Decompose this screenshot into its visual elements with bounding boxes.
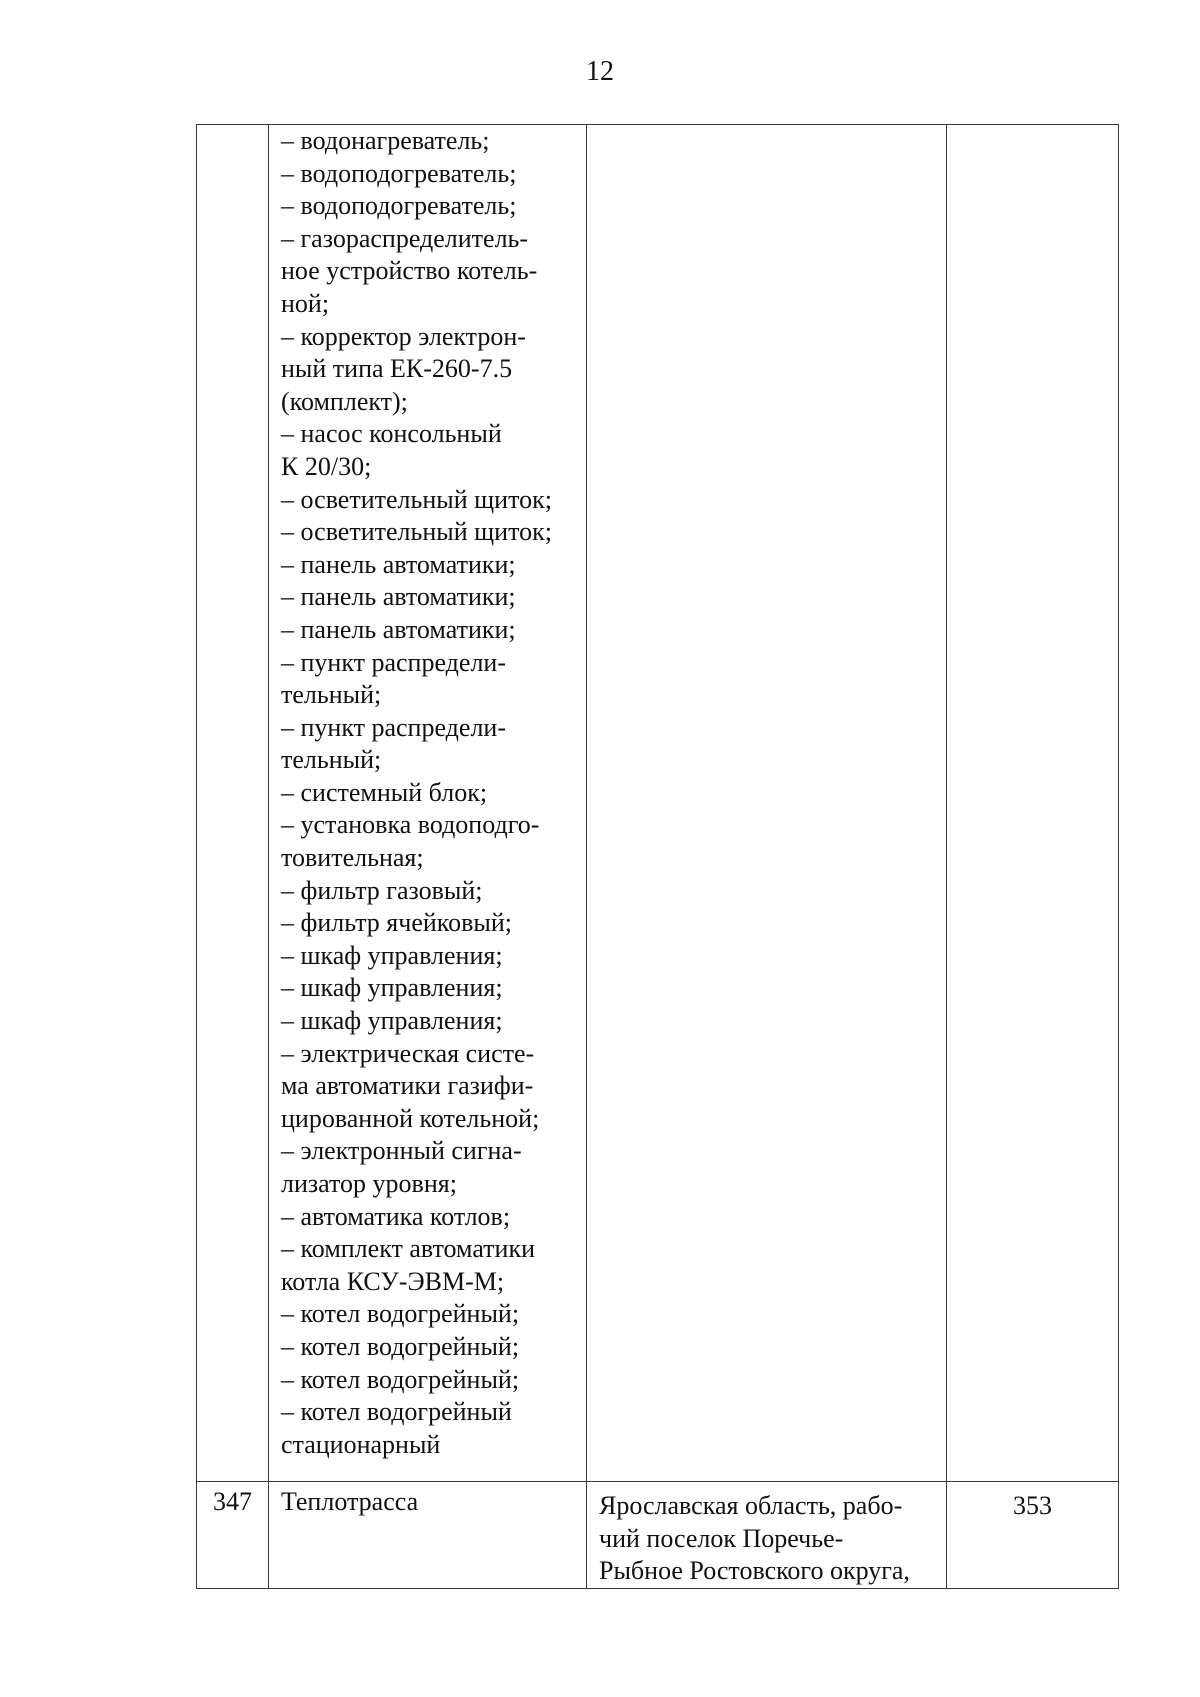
list-item: – электронный сигна- <box>281 1136 522 1166</box>
address-cell <box>587 125 947 1482</box>
value-cell: 353 <box>947 1482 1119 1589</box>
list-item: – котел водогрейный; <box>281 1331 520 1361</box>
list-item: – автоматика котлов; <box>281 1201 511 1231</box>
list-item: – шкаф управления; <box>281 940 503 970</box>
page-number: 12 <box>586 56 614 87</box>
list-item: тельный; <box>281 745 382 775</box>
value-cell <box>947 125 1119 1482</box>
list-item: – электрическая систе- <box>281 1038 535 1068</box>
list-item: – осветительный щиток; <box>281 517 552 547</box>
list-item: – осветительный щиток; <box>281 484 552 514</box>
list-item: – пункт распредели- <box>281 712 506 742</box>
list-item: тельный; <box>281 680 382 710</box>
list-item: К 20/30; <box>281 451 372 481</box>
list-item: ный типа ЕК-260-7.5 <box>281 354 513 384</box>
list-item: – панель автоматики; <box>281 582 516 612</box>
table-row <box>197 125 1119 1482</box>
list-item: товительная; <box>281 843 424 873</box>
list-item: – системный блок; <box>281 777 488 807</box>
object-name-cell: Теплотрасса <box>269 1482 587 1589</box>
list-item: – корректор электрон- <box>281 321 526 351</box>
list-item: – водонагреватель; <box>281 126 490 155</box>
list-item: – газораспределитель- <box>281 223 529 253</box>
list-item: котла КСУ-ЭВМ-М; <box>281 1266 505 1296</box>
list-item: – фильтр ячейковый; <box>281 908 512 938</box>
list-item: – панель автоматики; <box>281 614 516 644</box>
list-item: – пункт распредели- <box>281 647 506 677</box>
list-item: стационарный <box>281 1429 441 1459</box>
address-line: Ярославская область, рабо- <box>599 1491 903 1520</box>
list-item: ное устройство котель- <box>281 256 538 286</box>
row-number-cell: 347 <box>197 1482 269 1589</box>
list-item: – котел водогрейный; <box>281 1299 520 1329</box>
list-item: – водоподогреватель; <box>281 158 517 188</box>
list-item: – панель автоматики; <box>281 549 516 579</box>
list-item: лизатор уровня; <box>281 1169 457 1198</box>
list-item: ма автоматики газифи- <box>281 1071 534 1101</box>
equipment-list-cell <box>269 125 587 1482</box>
list-item: ной; <box>281 288 330 318</box>
list-item: – котел водогрейный; <box>281 1364 520 1394</box>
property-table <box>196 124 1119 1589</box>
list-item: – водоподогреватель; <box>281 191 517 221</box>
list-item: – фильтр газовый; <box>281 875 483 905</box>
list-item: – шкаф управления; <box>281 1006 503 1036</box>
list-item: – комплект автоматики <box>281 1234 536 1264</box>
address-line: Рыбное Ростовского округа, <box>599 1556 910 1586</box>
list-item: – котел водогрейный <box>281 1397 512 1427</box>
address-line: чий поселок Поречье- <box>599 1523 844 1553</box>
list-item: – шкаф управления; <box>281 973 503 1003</box>
table-row <box>197 1482 1119 1589</box>
list-item: – установка водоподго- <box>281 810 540 840</box>
list-item: – насос консольный <box>281 419 502 449</box>
row-number-cell <box>197 125 269 1482</box>
list-item: (комплект); <box>281 386 408 416</box>
list-item: цированной котельной; <box>281 1103 540 1133</box>
address-cell <box>587 1482 947 1589</box>
